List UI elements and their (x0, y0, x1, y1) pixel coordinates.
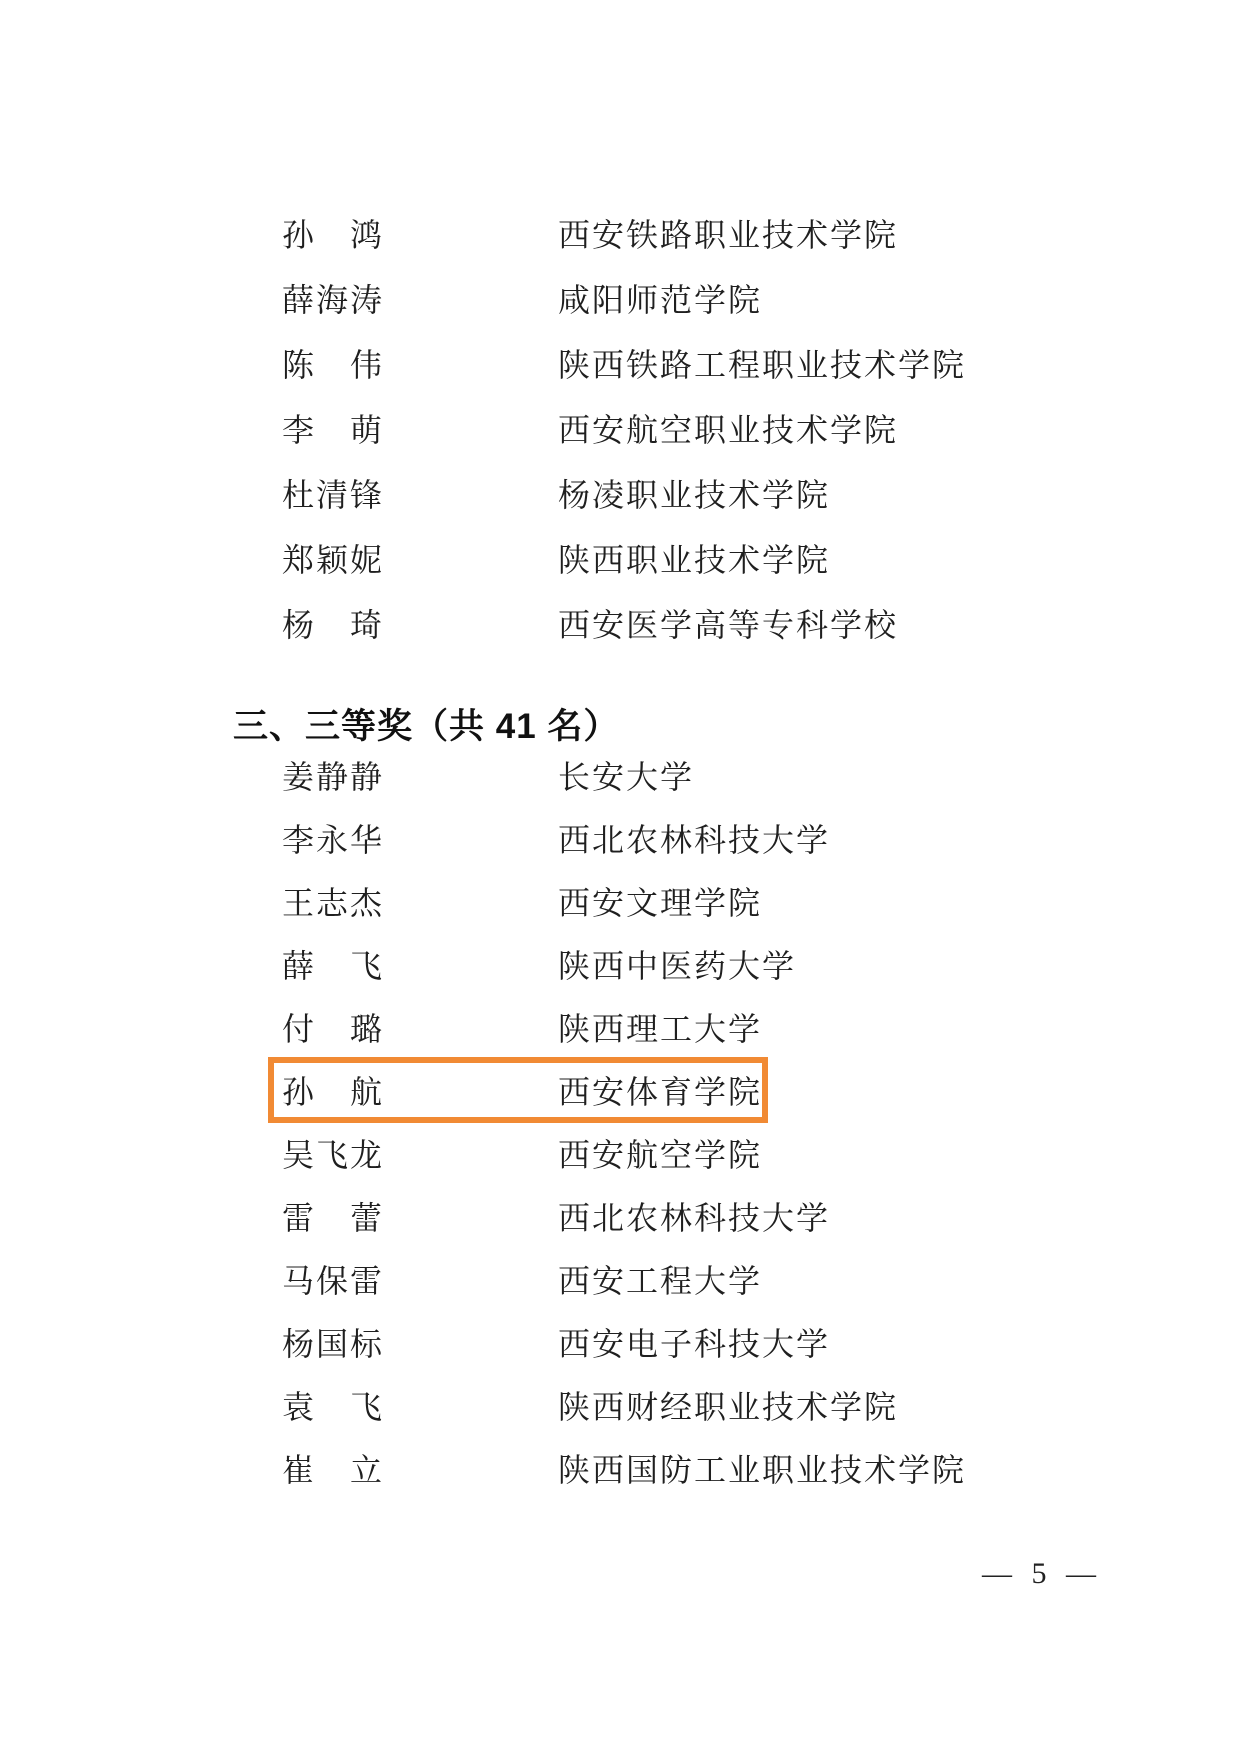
award-row (282, 283, 966, 348)
institution-name: 陕西理工大学 (558, 1011, 763, 1047)
institution-name: 陕西国防工业职业技术学院 (558, 1452, 967, 1488)
institution-name: 西安航空职业技术学院 (558, 412, 899, 448)
award-row (282, 608, 966, 673)
award-row (282, 348, 966, 413)
awardee-name: 姜静静 (282, 759, 385, 795)
institution-name: 西北农林科技大学 (558, 1200, 831, 1236)
institution-name: 西安电子科技大学 (558, 1326, 831, 1362)
award-row (282, 1075, 966, 1138)
institution-name: 西安体育学院 (558, 1074, 763, 1110)
institution-name: 咸阳师范学院 (558, 282, 763, 318)
institution-name: 西安医学高等专科学校 (558, 607, 899, 643)
awardee-name: 薛海涛 (282, 282, 385, 318)
institution-name: 西安工程大学 (558, 1263, 763, 1299)
third-prize-award-list (282, 760, 966, 1516)
awardee-name: 孙 鸿 (282, 217, 385, 253)
institution-name: 西北农林科技大学 (558, 822, 831, 858)
award-row (282, 218, 966, 283)
award-row (282, 478, 966, 543)
awardee-name: 李 萌 (282, 412, 385, 448)
institution-name: 陕西财经职业技术学院 (558, 1389, 899, 1425)
awardee-name: 马保雷 (282, 1263, 385, 1299)
awardee-name: 杜清锋 (282, 477, 385, 513)
third-prize-heading: 三、三等奖（共 41 名） (233, 707, 620, 746)
awardee-name: 孙 航 (282, 1074, 385, 1110)
awardee-name: 陈 伟 (282, 347, 385, 383)
award-row (282, 1012, 966, 1075)
institution-name: 陕西中医药大学 (558, 948, 797, 984)
page-number: — 5 — (982, 1557, 1102, 1590)
awardee-name: 郑颖妮 (282, 542, 385, 578)
institution-name: 杨凌职业技术学院 (558, 477, 831, 513)
institution-name: 西安文理学院 (558, 885, 763, 921)
award-row (282, 949, 966, 1012)
awardee-name: 吴飞龙 (282, 1137, 385, 1173)
award-row (282, 413, 966, 478)
award-row (282, 1201, 966, 1264)
award-row (282, 543, 966, 608)
awardee-name: 杨 琦 (282, 607, 385, 643)
award-row (282, 823, 966, 886)
awardee-name: 杨国标 (282, 1326, 385, 1362)
institution-name: 陕西职业技术学院 (558, 542, 831, 578)
award-row (282, 1264, 966, 1327)
institution-name: 陕西铁路工程职业技术学院 (558, 347, 967, 383)
award-row (282, 1327, 966, 1390)
award-row (282, 1138, 966, 1201)
awardee-name: 王志杰 (282, 885, 385, 921)
awardee-name: 付 璐 (282, 1011, 385, 1047)
award-row (282, 760, 966, 823)
award-row (282, 886, 966, 949)
institution-name: 西安铁路职业技术学院 (558, 217, 899, 253)
award-row (282, 1453, 966, 1516)
award-list-continuation (282, 218, 966, 673)
awardee-name: 崔 立 (282, 1452, 385, 1488)
award-row (282, 1390, 966, 1453)
awardee-name: 雷 蕾 (282, 1200, 385, 1236)
institution-name: 西安航空学院 (558, 1137, 763, 1173)
awardee-name: 薛 飞 (282, 948, 385, 984)
awardee-name: 袁 飞 (282, 1389, 385, 1425)
institution-name: 长安大学 (558, 759, 695, 795)
awardee-name: 李永华 (282, 822, 385, 858)
